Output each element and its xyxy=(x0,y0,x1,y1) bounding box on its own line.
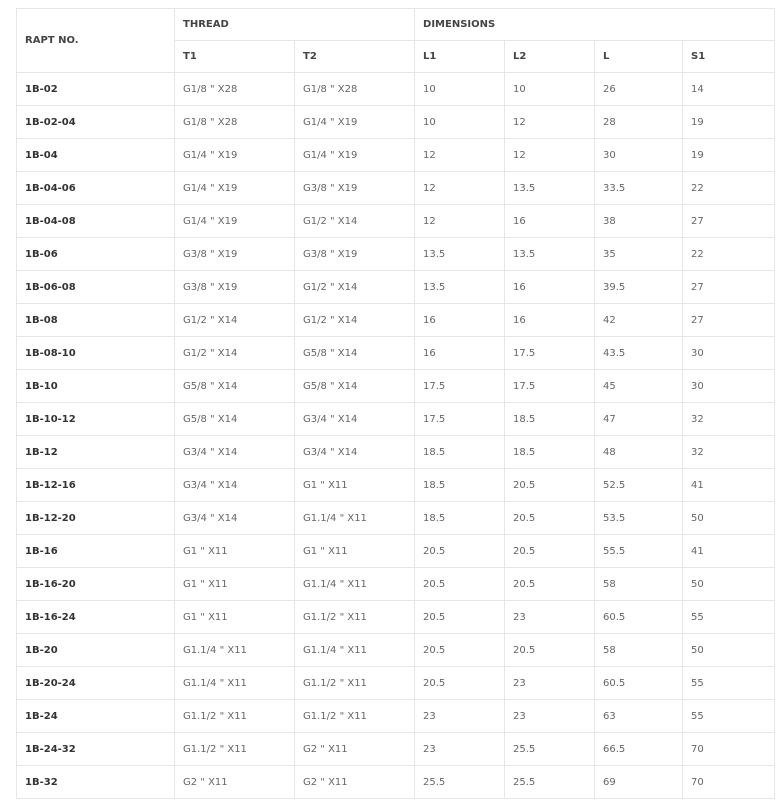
rapt-no-cell: 1B-24-32 xyxy=(17,733,175,766)
l1-cell: 10 xyxy=(415,106,505,139)
l1-cell: 17.5 xyxy=(415,370,505,403)
rapt-no-cell: 1B-06 xyxy=(17,238,175,271)
t2-cell: G3/8 " X19 xyxy=(295,238,415,271)
t1-cell: G3/4 " X14 xyxy=(175,469,295,502)
spec-table-container xyxy=(16,8,775,799)
l1-cell: 10 xyxy=(415,73,505,106)
t1-cell: G1.1/2 " X11 xyxy=(175,733,295,766)
rapt-no-cell: 1B-08 xyxy=(17,304,175,337)
header-l: L xyxy=(595,41,683,73)
table-row xyxy=(17,73,775,106)
l2-cell: 17.5 xyxy=(505,337,595,370)
t2-cell: G5/8 " X14 xyxy=(295,370,415,403)
header-s1: S1 xyxy=(683,41,775,73)
l2-cell: 25.5 xyxy=(505,733,595,766)
table-row xyxy=(17,700,775,733)
table-row xyxy=(17,370,775,403)
rapt-no-cell: 1B-02-04 xyxy=(17,106,175,139)
table-row xyxy=(17,271,775,304)
rapt-no-cell: 1B-04-08 xyxy=(17,205,175,238)
table-row xyxy=(17,139,775,172)
header-row-group xyxy=(17,9,775,41)
table-row xyxy=(17,172,775,205)
t2-cell: G3/4 " X14 xyxy=(295,436,415,469)
l1-cell: 18.5 xyxy=(415,469,505,502)
l2-cell: 25.5 xyxy=(505,766,595,799)
s1-cell: 32 xyxy=(683,436,775,469)
l2-cell: 20.5 xyxy=(505,535,595,568)
header-rapt-no: RAPT NO. xyxy=(17,9,175,73)
l1-cell: 20.5 xyxy=(415,667,505,700)
rapt-no-cell: 1B-10-12 xyxy=(17,403,175,436)
t1-cell: G1/4 " X19 xyxy=(175,172,295,205)
t2-cell: G1/8 " X28 xyxy=(295,73,415,106)
t2-cell: G1.1/2 " X11 xyxy=(295,667,415,700)
s1-cell: 50 xyxy=(683,502,775,535)
s1-cell: 32 xyxy=(683,403,775,436)
t1-cell: G1/2 " X14 xyxy=(175,304,295,337)
l-cell: 43.5 xyxy=(595,337,683,370)
t2-cell: G3/4 " X14 xyxy=(295,403,415,436)
t2-cell: G1/4 " X19 xyxy=(295,106,415,139)
table-row xyxy=(17,667,775,700)
l1-cell: 20.5 xyxy=(415,634,505,667)
l-cell: 35 xyxy=(595,238,683,271)
l1-cell: 16 xyxy=(415,304,505,337)
rapt-no-cell: 1B-02 xyxy=(17,73,175,106)
l2-cell: 10 xyxy=(505,73,595,106)
rapt-no-cell: 1B-12-20 xyxy=(17,502,175,535)
t2-cell: G2 " X11 xyxy=(295,766,415,799)
t1-cell: G1.1/2 " X11 xyxy=(175,700,295,733)
l-cell: 47 xyxy=(595,403,683,436)
table-row xyxy=(17,568,775,601)
spec-table xyxy=(16,8,775,799)
table-row xyxy=(17,535,775,568)
l2-cell: 20.5 xyxy=(505,469,595,502)
t2-cell: G1 " X11 xyxy=(295,469,415,502)
s1-cell: 55 xyxy=(683,601,775,634)
t1-cell: G3/8 " X19 xyxy=(175,238,295,271)
l1-cell: 23 xyxy=(415,733,505,766)
l2-cell: 16 xyxy=(505,271,595,304)
l-cell: 52.5 xyxy=(595,469,683,502)
s1-cell: 22 xyxy=(683,238,775,271)
header-l2: L2 xyxy=(505,41,595,73)
s1-cell: 70 xyxy=(683,733,775,766)
t2-cell: G5/8 " X14 xyxy=(295,337,415,370)
l-cell: 26 xyxy=(595,73,683,106)
s1-cell: 27 xyxy=(683,205,775,238)
t1-cell: G1 " X11 xyxy=(175,535,295,568)
l2-cell: 20.5 xyxy=(505,502,595,535)
s1-cell: 41 xyxy=(683,469,775,502)
rapt-no-cell: 1B-04 xyxy=(17,139,175,172)
l-cell: 63 xyxy=(595,700,683,733)
t2-cell: G1.1/2 " X11 xyxy=(295,601,415,634)
l-cell: 55.5 xyxy=(595,535,683,568)
t1-cell: G1.1/4 " X11 xyxy=(175,667,295,700)
t2-cell: G1.1/2 " X11 xyxy=(295,700,415,733)
s1-cell: 50 xyxy=(683,568,775,601)
table-row xyxy=(17,469,775,502)
s1-cell: 27 xyxy=(683,271,775,304)
l2-cell: 18.5 xyxy=(505,436,595,469)
t2-cell: G1/2 " X14 xyxy=(295,304,415,337)
header-t1: T1 xyxy=(175,41,295,73)
l2-cell: 13.5 xyxy=(505,172,595,205)
t2-cell: G1/4 " X19 xyxy=(295,139,415,172)
rapt-no-cell: 1B-32 xyxy=(17,766,175,799)
t1-cell: G1/8 " X28 xyxy=(175,106,295,139)
s1-cell: 22 xyxy=(683,172,775,205)
l-cell: 42 xyxy=(595,304,683,337)
l-cell: 53.5 xyxy=(595,502,683,535)
header-dimensions: DIMENSIONS xyxy=(415,9,775,41)
rapt-no-cell: 1B-24 xyxy=(17,700,175,733)
l2-cell: 12 xyxy=(505,106,595,139)
l1-cell: 12 xyxy=(415,205,505,238)
l1-cell: 12 xyxy=(415,139,505,172)
rapt-no-cell: 1B-04-06 xyxy=(17,172,175,205)
l-cell: 69 xyxy=(595,766,683,799)
table-row xyxy=(17,733,775,766)
l-cell: 38 xyxy=(595,205,683,238)
s1-cell: 41 xyxy=(683,535,775,568)
l1-cell: 25.5 xyxy=(415,766,505,799)
table-row xyxy=(17,502,775,535)
s1-cell: 30 xyxy=(683,370,775,403)
t1-cell: G2 " X11 xyxy=(175,766,295,799)
l2-cell: 16 xyxy=(505,205,595,238)
l1-cell: 23 xyxy=(415,700,505,733)
rapt-no-cell: 1B-16-20 xyxy=(17,568,175,601)
t1-cell: G5/8 " X14 xyxy=(175,403,295,436)
l-cell: 58 xyxy=(595,568,683,601)
s1-cell: 14 xyxy=(683,73,775,106)
rapt-no-cell: 1B-08-10 xyxy=(17,337,175,370)
s1-cell: 19 xyxy=(683,106,775,139)
header-t2: T2 xyxy=(295,41,415,73)
table-row xyxy=(17,634,775,667)
t2-cell: G1.1/4 " X11 xyxy=(295,568,415,601)
table-row xyxy=(17,304,775,337)
l1-cell: 18.5 xyxy=(415,502,505,535)
t1-cell: G1 " X11 xyxy=(175,568,295,601)
t1-cell: G1/8 " X28 xyxy=(175,73,295,106)
l1-cell: 17.5 xyxy=(415,403,505,436)
t2-cell: G3/8 " X19 xyxy=(295,172,415,205)
rapt-no-cell: 1B-20 xyxy=(17,634,175,667)
l-cell: 45 xyxy=(595,370,683,403)
rapt-no-cell: 1B-12-16 xyxy=(17,469,175,502)
l1-cell: 13.5 xyxy=(415,238,505,271)
s1-cell: 55 xyxy=(683,700,775,733)
l-cell: 33.5 xyxy=(595,172,683,205)
t1-cell: G1 " X11 xyxy=(175,601,295,634)
rapt-no-cell: 1B-16 xyxy=(17,535,175,568)
l1-cell: 16 xyxy=(415,337,505,370)
l2-cell: 12 xyxy=(505,139,595,172)
l-cell: 39.5 xyxy=(595,271,683,304)
t1-cell: G3/4 " X14 xyxy=(175,436,295,469)
l2-cell: 17.5 xyxy=(505,370,595,403)
table-row xyxy=(17,403,775,436)
l1-cell: 20.5 xyxy=(415,535,505,568)
l1-cell: 13.5 xyxy=(415,271,505,304)
l-cell: 48 xyxy=(595,436,683,469)
l1-cell: 20.5 xyxy=(415,568,505,601)
s1-cell: 27 xyxy=(683,304,775,337)
t1-cell: G1/4 " X19 xyxy=(175,205,295,238)
header-thread: THREAD xyxy=(175,9,415,41)
l2-cell: 23 xyxy=(505,700,595,733)
t2-cell: G1/2 " X14 xyxy=(295,205,415,238)
table-body xyxy=(17,73,775,799)
s1-cell: 50 xyxy=(683,634,775,667)
l2-cell: 20.5 xyxy=(505,634,595,667)
t2-cell: G1.1/4 " X11 xyxy=(295,502,415,535)
l1-cell: 12 xyxy=(415,172,505,205)
t2-cell: G1.1/4 " X11 xyxy=(295,634,415,667)
l2-cell: 16 xyxy=(505,304,595,337)
table-row xyxy=(17,766,775,799)
t1-cell: G1.1/4 " X11 xyxy=(175,634,295,667)
table-row xyxy=(17,205,775,238)
l2-cell: 23 xyxy=(505,667,595,700)
l2-cell: 20.5 xyxy=(505,568,595,601)
l-cell: 60.5 xyxy=(595,601,683,634)
l2-cell: 13.5 xyxy=(505,238,595,271)
l-cell: 58 xyxy=(595,634,683,667)
l1-cell: 20.5 xyxy=(415,601,505,634)
l2-cell: 23 xyxy=(505,601,595,634)
t2-cell: G1 " X11 xyxy=(295,535,415,568)
table-row xyxy=(17,337,775,370)
l-cell: 28 xyxy=(595,106,683,139)
l2-cell: 18.5 xyxy=(505,403,595,436)
s1-cell: 70 xyxy=(683,766,775,799)
l1-cell: 18.5 xyxy=(415,436,505,469)
rapt-no-cell: 1B-20-24 xyxy=(17,667,175,700)
s1-cell: 30 xyxy=(683,337,775,370)
rapt-no-cell: 1B-10 xyxy=(17,370,175,403)
table-row xyxy=(17,436,775,469)
t1-cell: G1/2 " X14 xyxy=(175,337,295,370)
s1-cell: 55 xyxy=(683,667,775,700)
t2-cell: G2 " X11 xyxy=(295,733,415,766)
t1-cell: G1/4 " X19 xyxy=(175,139,295,172)
l-cell: 30 xyxy=(595,139,683,172)
rapt-no-cell: 1B-06-08 xyxy=(17,271,175,304)
s1-cell: 19 xyxy=(683,139,775,172)
table-row xyxy=(17,601,775,634)
rapt-no-cell: 1B-16-24 xyxy=(17,601,175,634)
l-cell: 66.5 xyxy=(595,733,683,766)
table-row xyxy=(17,106,775,139)
t2-cell: G1/2 " X14 xyxy=(295,271,415,304)
t1-cell: G3/4 " X14 xyxy=(175,502,295,535)
header-l1: L1 xyxy=(415,41,505,73)
rapt-no-cell: 1B-12 xyxy=(17,436,175,469)
t1-cell: G5/8 " X14 xyxy=(175,370,295,403)
table-row xyxy=(17,238,775,271)
l-cell: 60.5 xyxy=(595,667,683,700)
t1-cell: G3/8 " X19 xyxy=(175,271,295,304)
